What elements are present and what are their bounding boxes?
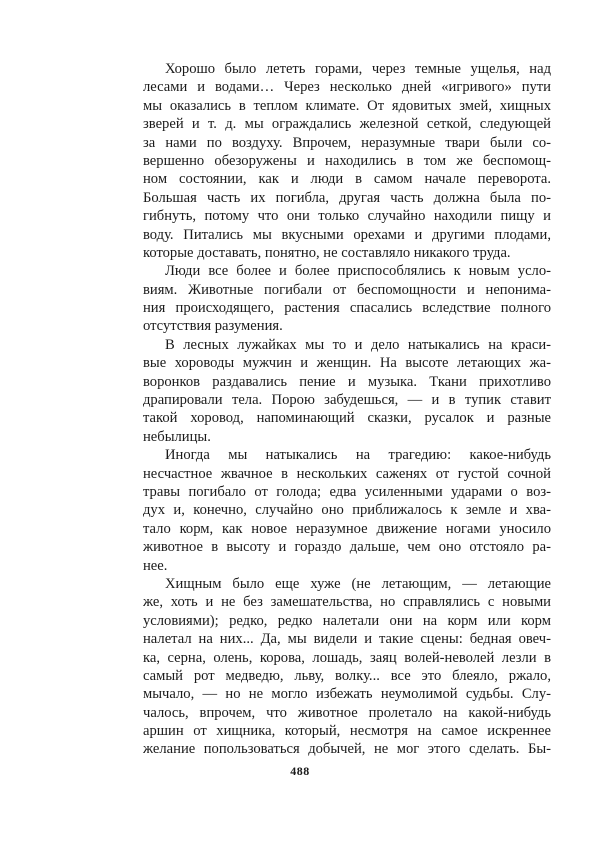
text-line: которые доставать, понятно, не составляло никакого труда. (143, 244, 511, 261)
text-line: условиями); редко, редко налетали они на корм или корм (143, 612, 551, 629)
text-line: такой хоровод, напоминающий сказки, русалок и разные (143, 410, 551, 427)
text-line: чалось, впрочем, что животное пролетало на какой-нибудь (143, 704, 551, 721)
text-line: виям. Животные погибали от беспомощности и непонима- (143, 281, 551, 298)
text-line: аршин от хищника, который, несмотря на самое искреннее (143, 723, 551, 740)
text-line: ном состоянии, как и люди в самом начале переворота. (143, 171, 551, 188)
paragraph (143, 262, 551, 336)
text-line: же, хоть и не без замешательства, но справлялись с новыми (143, 594, 551, 611)
text-line: Большая часть их погибла, другая часть должна была по- (143, 189, 551, 206)
text-line: вые хороводы мужчин и женщин. На высоте летающих жа- (143, 355, 551, 372)
text-line: мычало, — но не могло избежать неумолимой судьбы. Слу- (143, 686, 551, 703)
paragraph (143, 575, 551, 759)
page-number: 488 (290, 764, 310, 778)
text-line: ния происходящего, растения спасались вследствие полного (143, 300, 551, 317)
paragraph (143, 60, 551, 262)
text-line: Хорошо было лететь горами, через темные ущелья, над (165, 61, 551, 77)
text-line: мы оказались в теплом климате. От ядовитых змей, хищных (143, 97, 551, 114)
text-line: Люди все более и более приспособлялись к новым усло- (165, 263, 551, 280)
text-line: тало корм, как новое неразумное движение ногами уносило (143, 520, 551, 537)
text-line: травы погибало от голода; едва усиленными ударами о воз- (143, 483, 551, 500)
text-line: вершенно обезоружены и находились в том же беспомощ- (143, 152, 551, 169)
text-line: небылицы. (143, 428, 211, 445)
text-line: налетал на них... Да, мы видели и такие сцены: бедная овеч- (143, 631, 551, 648)
text-line: Иногда мы натыкались на трагедию: какое-нибудь (165, 447, 551, 464)
paragraph (143, 336, 551, 446)
text-line: желание попользоваться добычей, не мог этого сделать. Бы- (143, 741, 551, 758)
text-line: отсутствия разумения. (143, 318, 283, 335)
text-line: ка, серна, олень, корова, лошадь, заяц волей-неволей лезли в (143, 649, 551, 666)
text-line: зверей и т. д. мы ограждались железной сеткой, следующей (143, 116, 551, 133)
text-line: Хищным было еще хуже (не летающим, — летающие (165, 575, 551, 592)
text-line: несчастное жвачное в нескольких саженях от густой сочной (143, 465, 551, 482)
text-line: самый рот медведю, льву, волку... все это блеяло, ржало, (143, 667, 551, 684)
text-line: драпировали тела. Порою забудешься, — и в тупик ставит (143, 392, 551, 409)
text-line: лесами и водами… Через несколько дней «игривого» пути (143, 79, 551, 96)
text-line: гибнуть, потому что они только случайно находили пищу и (143, 208, 551, 225)
text-line: воронков раздавались пение и музыка. Ткани прихотливо (143, 373, 551, 390)
text-line: животное в высоту и гораздо дальше, чем оно отстояло ра- (143, 539, 551, 556)
text-line: В лесных лужайках мы то и дело натыкались на краси- (165, 336, 551, 353)
text-line: воду. Питались мы вкусными орехами и другими плодами, (143, 226, 551, 243)
text-line: дух и, конечно, случайно оно приближалось к земле и хва- (143, 502, 551, 519)
body-text (143, 60, 551, 759)
text-line: нее. (143, 557, 168, 574)
text-line: за нами по воздуху. Впрочем, неразумные твари были со- (143, 134, 551, 151)
paragraph (143, 446, 551, 575)
